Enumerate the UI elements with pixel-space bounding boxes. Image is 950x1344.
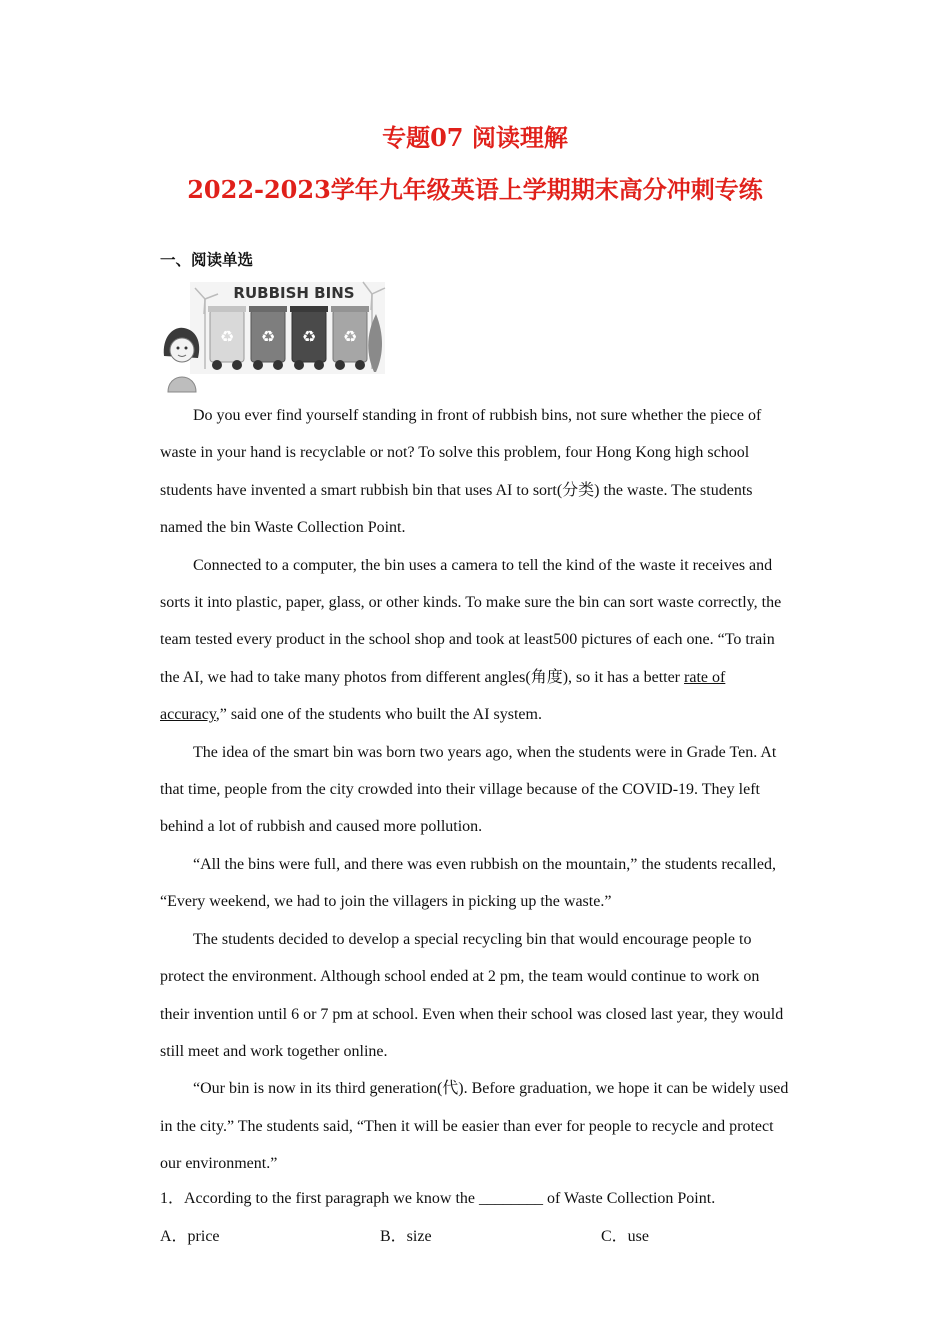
section-heading: 一、阅读单选 [160, 251, 254, 269]
svg-text:♻: ♻ [219, 327, 235, 346]
title-line-2: 2022-2023学年九年级英语上学期期末高分冲刺专练 [187, 175, 763, 204]
paragraph-6: “Our bin is now in its third generation(代). Before graduation, we hope it can be widely used in the city.” The students said, “Then it will be easier than ever for people to recycle and protect our environment.” [160, 1080, 789, 1173]
paragraph-4: “All the bins were full, and there was even rubbish on the mountain,” the students recalled, “Every weekend, we had to join the villagers in picking up the waste.” [160, 855, 776, 911]
svg-text:♻: ♻ [260, 327, 276, 346]
paragraph-3: The idea of the smart bin was born two years ago, when the students were in Grade Ten. At that time, people from the city crowded into their village because of the COVID-19. They left behind a lot of rubbish and caused more pollution. [160, 743, 777, 836]
option-a[interactable]: A．price [160, 1228, 220, 1245]
paragraph-5: The students decided to develop a special recycling bin that would encourage people to protect the environment. Although school ended at 2 pm, the team would continue to work on their invention until 6 or 7 pm at school. Even when their school was closed last year, they would still meet and work together online. [160, 930, 784, 1060]
paragraph-2 [160, 547, 792, 734]
question-1-stem: 1．According to the first paragraph we know the ________ of Waste Collection Point. [160, 1190, 716, 1207]
svg-text:♻: ♻ [301, 327, 317, 346]
banner-text: RUBBISH BINS [233, 284, 355, 302]
title-line-1: 专题07 阅读理解 [382, 123, 568, 152]
paragraph-2-text-b: ,” said one of the students who built the AI system. [215, 706, 542, 724]
paragraph-2-text-a: Connected to a computer, the bin uses a camera to tell the kind of the waste it receives and sorts it into plastic, paper, glass, or other kinds. To make sure the bin can sort waste correctly, the team tested every product in the school shop and took at least500 pictures of each one. “To train the AI, we had to take many photos from different angles(角度), so it has a better [160, 556, 782, 686]
underlined-phrase: rate of accuracy [160, 668, 726, 724]
paragraph-1: Do you ever find yourself standing in front of rubbish bins, not sure whether the piece of waste in your hand is recyclable or not? To solve this problem, four Hong Kong high school students have invented a smart rubbish bin that uses AI to sort(分类) the waste. The students named the bin Waste Collection Point. [160, 407, 762, 537]
rubbish-bins-illustration [160, 274, 388, 394]
option-b[interactable]: B．size [380, 1228, 432, 1245]
reading-passage [160, 397, 792, 1183]
svg-text:♻: ♻ [342, 327, 358, 346]
option-c[interactable]: C．use [601, 1228, 650, 1245]
